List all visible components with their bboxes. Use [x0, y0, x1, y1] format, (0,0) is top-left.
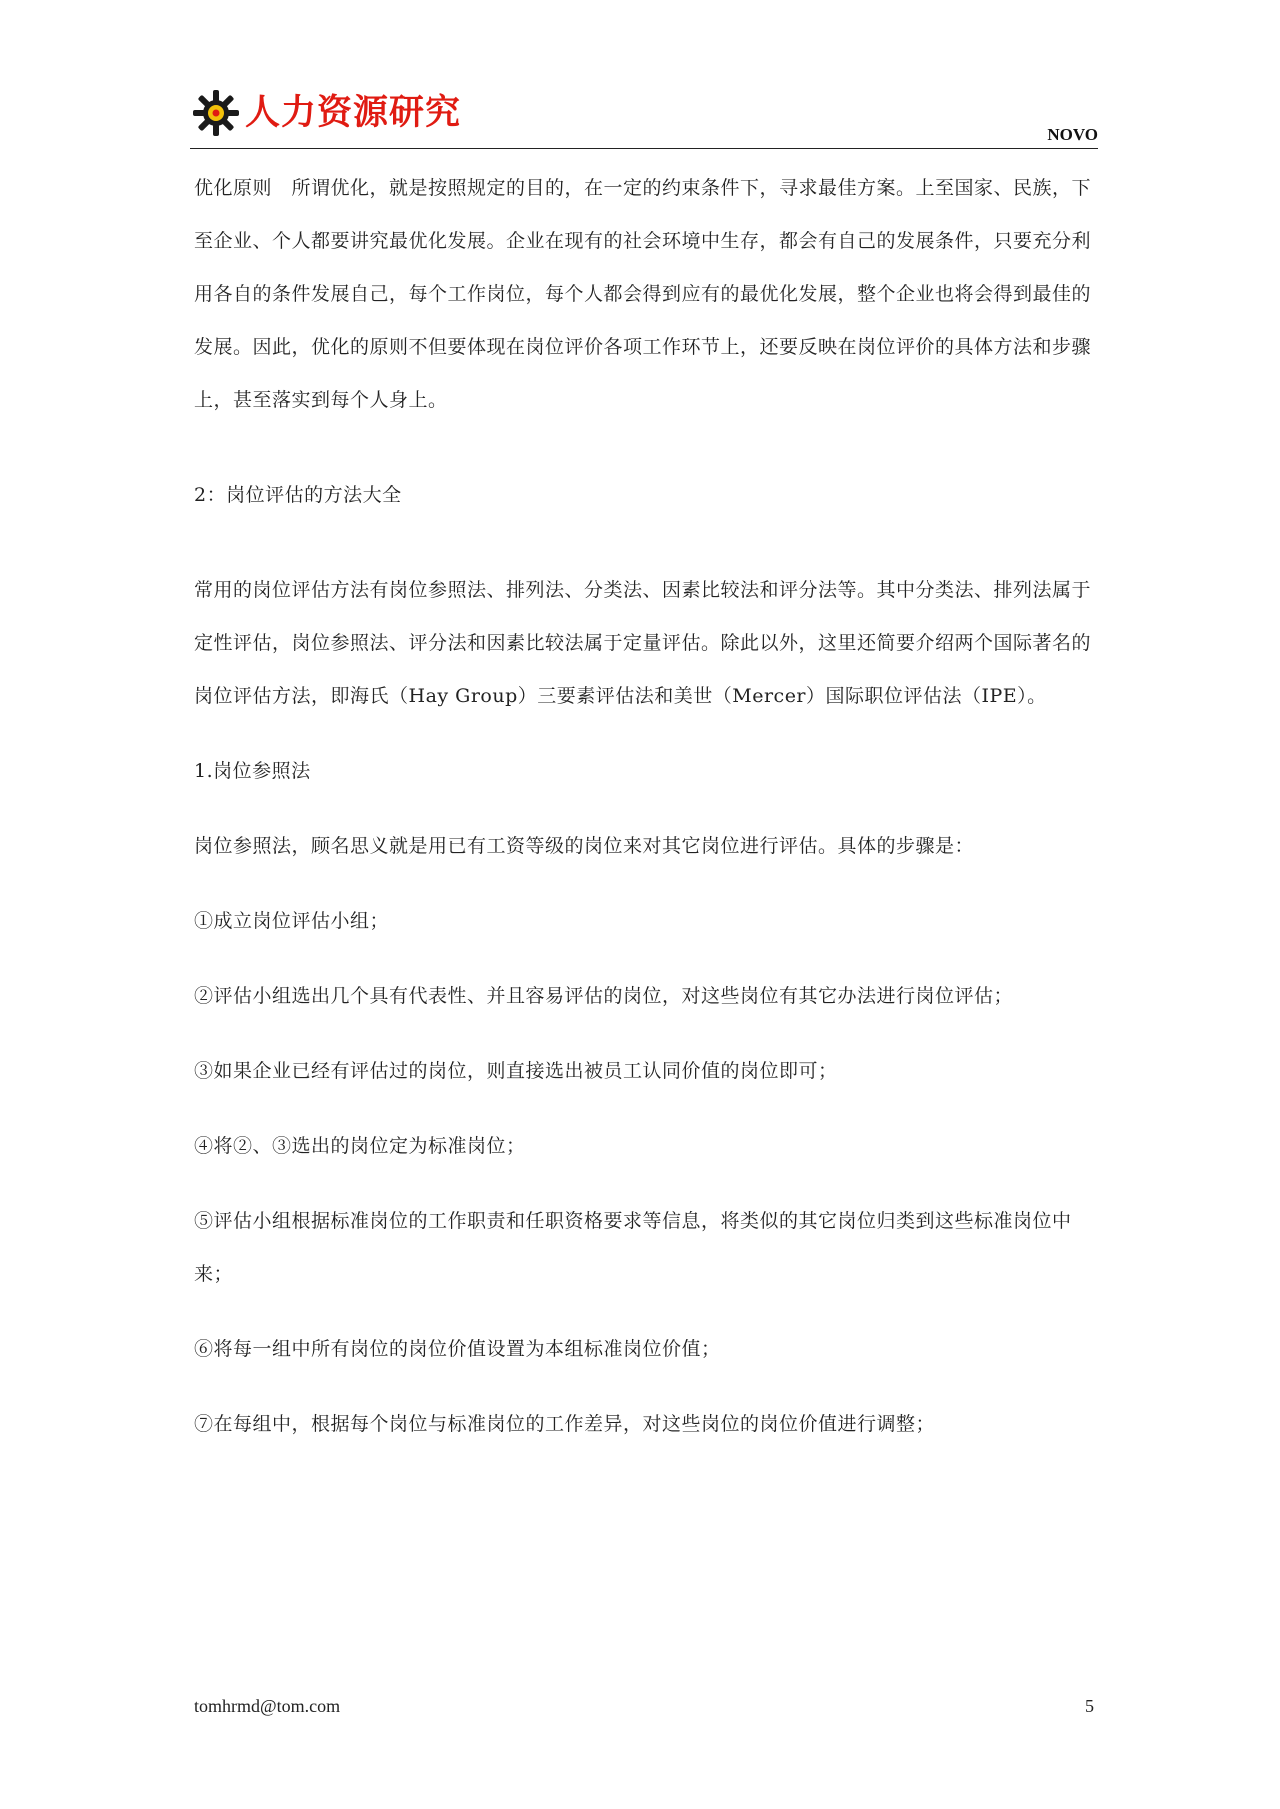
section-heading: 2：岗位评估的方法大全 [194, 484, 402, 506]
logo-text: 人力资源研究 [245, 93, 462, 133]
step-item: ⑤评估小组根据标准岗位的工作职责和任职资格要求等信息，将类似的其它岗位归类到这些标准岗位中来； [194, 1210, 1072, 1285]
paragraph-reference-method: 岗位参照法，顾名思义就是用已有工资等级的岗位来对其它岗位进行评估。具体的步骤是： [194, 835, 975, 857]
logo [191, 88, 461, 138]
step-item: ③如果企业已经有评估过的岗位，则直接选出被员工认同价值的岗位即可； [194, 1060, 838, 1082]
step-item: ④将②、③选出的岗位定为标准岗位； [194, 1135, 526, 1157]
paragraph-optimization-principle: 优化原则 所谓优化，就是按照规定的目的，在一定的约束条件下，寻求最佳方案。上至国家、民族，下至企业、个人都要讲究最优化发展。企业在现有的社会环境中生存，都会有自己的发展条件，只要充分利用各自的条件发展自己，每个工作岗位，每个人都会得到应有的最优化发展，整个企业也将会得到最佳的发展。因此，优化的原则不但要体现在岗位评价各项工作环节上，还要反映在岗位评价的具体方法和步骤上，甚至落实到每个人身上。 [194, 177, 1092, 411]
step-item: ②评估小组选出几个具有代表性、并且容易评估的岗位，对这些岗位有其它办法进行岗位评估； [194, 985, 1014, 1007]
brand-label: NOVO [1047, 125, 1098, 144]
step-item: ①成立岗位评估小组； [194, 910, 390, 932]
method-heading: 1.岗位参照法 [194, 760, 311, 782]
step-item: ⑦在每组中，根据每个岗位与标准岗位的工作差异，对这些岗位的岗位价值进行调整； [194, 1413, 936, 1435]
page-number: 5 [1085, 1696, 1094, 1716]
footer-email: tomhrmd@tom.com [194, 1696, 341, 1716]
document-body [194, 162, 1098, 1451]
paragraph-methods-overview: 常用的岗位评估方法有岗位参照法、排列法、分类法、因素比较法和评分法等。其中分类法、排列法属于定性评估，岗位参照法、评分法和因素比较法属于定量评估。除此以外，这里还简要介绍两个国际著名的岗位评估方法，即海氏（Hay Group）三要素评估法和美世（Mercer）国际职位评估法（IPE）。 [194, 579, 1092, 707]
step-item: ⑥将每一组中所有岗位的岗位价值设置为本组标准岗位价值； [194, 1338, 721, 1360]
header-divider [190, 148, 1098, 149]
gear-logo-icon [191, 88, 241, 138]
